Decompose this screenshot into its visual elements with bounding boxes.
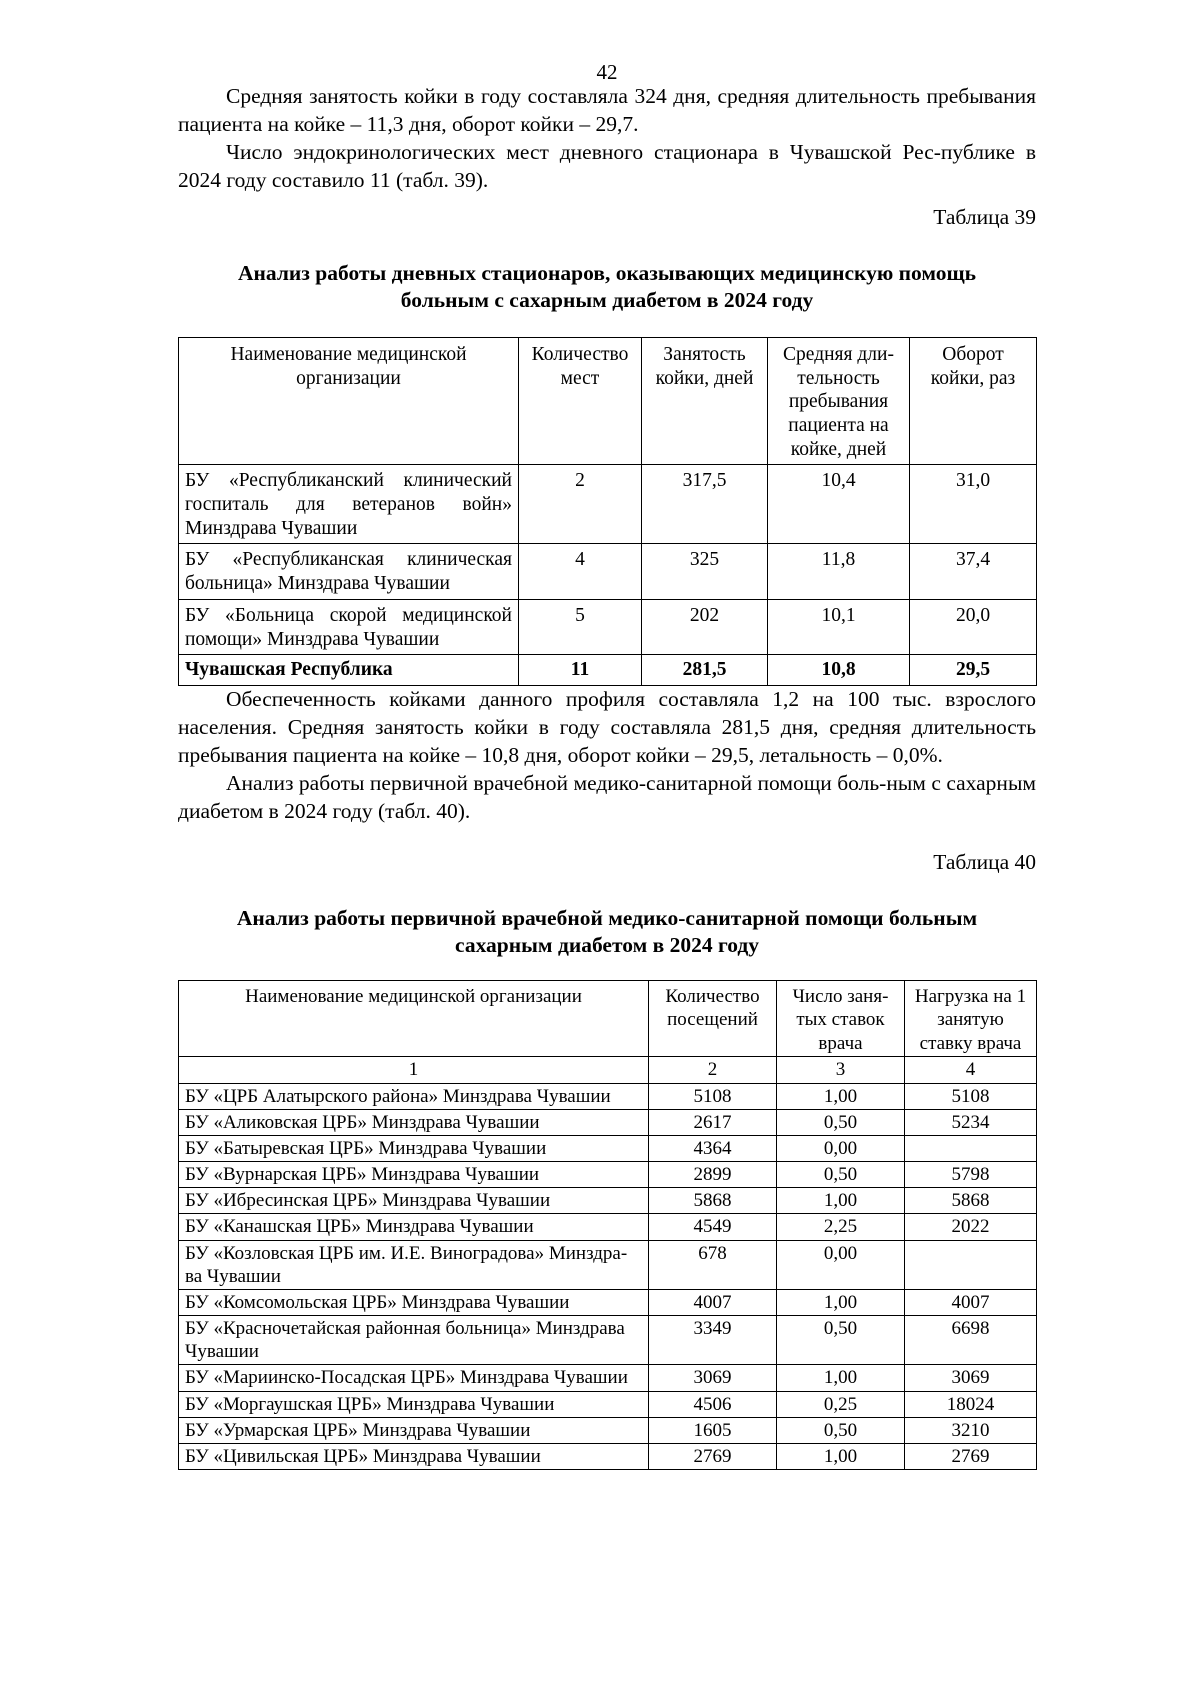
paragraph-bed-occupancy: Средняя занятость койки в году составляла 324 дня, средняя длительность пребывания пациента на койке – 11,3 дня, оборот койки – 29,7. xyxy=(178,84,1036,136)
table-row xyxy=(179,599,1037,654)
cell-places: 2 xyxy=(519,464,642,544)
cell-load: 3069 xyxy=(905,1365,1037,1391)
cell-duration: 11,8 xyxy=(768,544,910,599)
column-number-2: 2 xyxy=(649,1057,777,1083)
cell-organization: БУ «Канашская ЦРБ» Минздрава Чувашии xyxy=(179,1214,649,1240)
cell-rates: 1,00 xyxy=(777,1083,905,1109)
cell-load: 5868 xyxy=(905,1188,1037,1214)
cell-occupancy-total: 281,5 xyxy=(642,654,768,685)
cell-rates: 0,00 xyxy=(777,1240,905,1289)
cell-visits: 4506 xyxy=(649,1391,777,1417)
column-header-rates: Число заня-тых ставок врача xyxy=(777,980,905,1057)
cell-organization: БУ «Комсомольская ЦРБ» Минздрава Чувашии xyxy=(179,1289,649,1315)
cell-organization: БУ «Урмарская ЦРБ» Минздрава Чувашии xyxy=(179,1417,649,1443)
table-row xyxy=(179,1109,1037,1135)
table-row xyxy=(179,1240,1037,1289)
column-header-organization: Наименование медицинской организации xyxy=(179,980,649,1057)
column-header-organization: Наименование медицинской организации xyxy=(179,337,519,464)
cell-visits: 3069 xyxy=(649,1365,777,1391)
cell-duration: 10,1 xyxy=(768,599,910,654)
cell-rates: 0,50 xyxy=(777,1316,905,1365)
cell-load: 5798 xyxy=(905,1162,1037,1188)
cell-turnover: 20,0 xyxy=(910,599,1037,654)
cell-turnover: 31,0 xyxy=(910,464,1037,544)
column-number-3: 3 xyxy=(777,1057,905,1083)
cell-rates: 1,00 xyxy=(777,1289,905,1315)
table-row-header xyxy=(179,980,1037,1057)
cell-load xyxy=(905,1240,1037,1289)
cell-organization: БУ «Красночетайская районная больница» Минздрава Чувашии xyxy=(179,1316,649,1365)
column-header-duration: Средняя дли-тельность пребывания пациента на койке, дней xyxy=(768,337,910,464)
table-row xyxy=(179,1188,1037,1214)
paragraph-primary-care-intro: Анализ работы первичной врачебной медико-санитарной помощи боль-ным с сахарным диабетом в 2024 году (табл. 40). xyxy=(178,770,1036,823)
table-row xyxy=(179,1162,1037,1188)
table-row-total xyxy=(179,654,1037,685)
cell-duration: 10,4 xyxy=(768,464,910,544)
column-header-occupancy: Занятость койки, дней xyxy=(642,337,768,464)
cell-organization: БУ «Козловская ЦРБ им. И.Е. Виноградова» Минздра-ва Чувашии xyxy=(179,1240,649,1289)
table-40 xyxy=(178,980,1037,1470)
cell-visits: 5108 xyxy=(649,1083,777,1109)
cell-rates: 1,00 xyxy=(777,1444,905,1470)
table-39 xyxy=(178,337,1037,686)
table-row xyxy=(179,1417,1037,1443)
cell-rates: 1,00 xyxy=(777,1188,905,1214)
cell-organization-total: Чувашская Республика xyxy=(179,654,519,685)
cell-visits: 4549 xyxy=(649,1214,777,1240)
table-row xyxy=(179,1083,1037,1109)
cell-organization: БУ «Республиканский клинический госпиталь для ветеранов войн» Минздрава Чувашии xyxy=(179,464,519,544)
cell-visits: 3349 xyxy=(649,1316,777,1365)
cell-visits: 2617 xyxy=(649,1109,777,1135)
cell-organization: БУ «Мариинско-Посадская ЦРБ» Минздрава Чувашии xyxy=(179,1365,649,1391)
cell-places-total: 11 xyxy=(519,654,642,685)
cell-load xyxy=(905,1135,1037,1161)
cell-load: 2769 xyxy=(905,1444,1037,1470)
cell-visits: 678 xyxy=(649,1240,777,1289)
cell-occupancy: 325 xyxy=(642,544,768,599)
cell-rates: 0,50 xyxy=(777,1417,905,1443)
column-number-4: 4 xyxy=(905,1057,1037,1083)
cell-places: 5 xyxy=(519,599,642,654)
cell-occupancy: 317,5 xyxy=(642,464,768,544)
column-header-load: Нагрузка на 1 занятую ставку врача xyxy=(905,980,1037,1057)
cell-load: 5234 xyxy=(905,1109,1037,1135)
cell-organization: БУ «Ибресинская ЦРБ» Минздрава Чувашии xyxy=(179,1188,649,1214)
cell-visits: 2769 xyxy=(649,1444,777,1470)
cell-load: 2022 xyxy=(905,1214,1037,1240)
column-header-visits: Количество посещений xyxy=(649,980,777,1057)
cell-visits: 1605 xyxy=(649,1417,777,1443)
cell-load: 5108 xyxy=(905,1083,1037,1109)
cell-visits: 4007 xyxy=(649,1289,777,1315)
cell-rates: 0,25 xyxy=(777,1391,905,1417)
cell-organization: БУ «Цивильская ЦРБ» Минздрава Чувашии xyxy=(179,1444,649,1470)
cell-organization: БУ «Вурнарская ЦРБ» Минздрава Чувашии xyxy=(179,1162,649,1188)
table-row xyxy=(179,1289,1037,1315)
page-number: 42 xyxy=(596,60,618,84)
cell-rates: 0,00 xyxy=(777,1135,905,1161)
cell-rates: 1,00 xyxy=(777,1365,905,1391)
cell-turnover-total: 29,5 xyxy=(910,654,1037,685)
cell-load: 6698 xyxy=(905,1316,1037,1365)
cell-organization: БУ «Батыревская ЦРБ» Минздрава Чувашии xyxy=(179,1135,649,1161)
column-header-turnover: Оборот койки, раз xyxy=(910,337,1037,464)
cell-duration-total: 10,8 xyxy=(768,654,910,685)
cell-organization: БУ «Республиканская клиническая больница» Минздрава Чувашии xyxy=(179,544,519,599)
cell-organization: БУ «Больница скорой медицинской помощи» Минздрава Чувашии xyxy=(179,599,519,654)
table-39-label: Таблица 39 xyxy=(933,204,1036,229)
table-row-column-numbers xyxy=(179,1057,1037,1083)
column-number-1: 1 xyxy=(179,1057,649,1083)
table-row xyxy=(179,1391,1037,1417)
cell-organization: БУ «Аликовская ЦРБ» Минздрава Чувашии xyxy=(179,1109,649,1135)
cell-places: 4 xyxy=(519,544,642,599)
table-row xyxy=(179,1214,1037,1240)
table-row xyxy=(179,1135,1037,1161)
table-row xyxy=(179,1365,1037,1391)
cell-load: 18024 xyxy=(905,1391,1037,1417)
cell-rates: 0,50 xyxy=(777,1162,905,1188)
table-40-title: Анализ работы первичной врачебной медико-санитарной помощи больным сахарным диабетом в 2024 году xyxy=(236,905,978,958)
table-row xyxy=(179,544,1037,599)
cell-organization: БУ «ЦРБ Алатырского района» Минздрава Чувашии xyxy=(179,1083,649,1109)
cell-occupancy: 202 xyxy=(642,599,768,654)
table-39-title: Анализ работы дневных стационаров, оказывающих медицинскую помощь больным с сахарным диабетом в 2024 году xyxy=(237,260,977,313)
cell-load: 3210 xyxy=(905,1417,1037,1443)
cell-visits: 2899 xyxy=(649,1162,777,1188)
table-40-label: Таблица 40 xyxy=(933,849,1036,874)
table-row xyxy=(179,1444,1037,1470)
paragraph-bed-provision: Обеспеченность койками данного профиля составляла 1,2 на 100 тыс. взрослого населения. Средняя занятость койки в году составляла 281,5 дня, средняя длительность пребывания пациента на койке – 10,8 дня, оборот койки – 29,5, летальность – 0,0%. xyxy=(178,687,1036,767)
page-content xyxy=(178,0,1036,1470)
cell-rates: 2,25 xyxy=(777,1214,905,1240)
cell-organization: БУ «Моргаушская ЦРБ» Минздрава Чувашии xyxy=(179,1391,649,1417)
cell-visits: 4364 xyxy=(649,1135,777,1161)
cell-rates: 0,50 xyxy=(777,1109,905,1135)
table-row xyxy=(179,1316,1037,1365)
table-row-header xyxy=(179,337,1037,464)
cell-visits: 5868 xyxy=(649,1188,777,1214)
cell-load: 4007 xyxy=(905,1289,1037,1315)
column-header-places: Количество мест xyxy=(519,337,642,464)
paragraph-endocrinology-places: Число эндокринологических мест дневного стационара в Чувашской Рес-публике в 2024 году составило 11 (табл. 39). xyxy=(178,139,1036,192)
cell-turnover: 37,4 xyxy=(910,544,1037,599)
table-row xyxy=(179,464,1037,544)
